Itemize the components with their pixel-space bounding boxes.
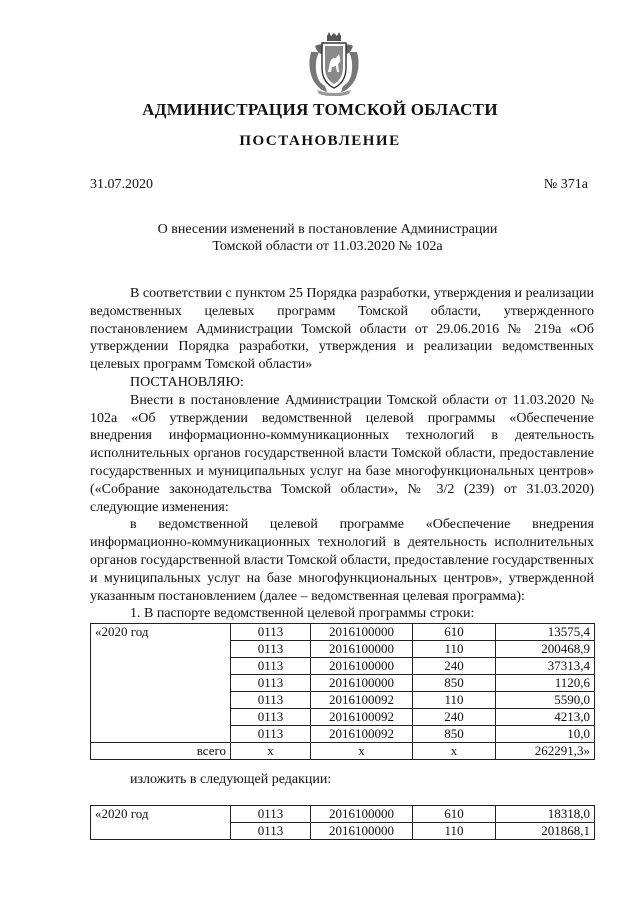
body-text-continued	[90, 771, 594, 789]
coat-of-arms-icon	[305, 32, 363, 96]
document-type: ПОСТАНОВЛЕНИЕ	[239, 133, 401, 149]
organization-title: АДМИНИСТРАЦИЯ ТОМСКОЙ ОБЛАСТИ	[142, 100, 498, 119]
table-row: 0113 2016100000 110 200468,9	[91, 641, 595, 658]
table-row: 0113 2016100092 240 4213,0	[91, 709, 595, 726]
document-subject	[150, 221, 505, 255]
year-cell: «2020 год	[91, 624, 231, 743]
total-value: 262291,3»	[496, 743, 595, 760]
paragraph-amend: Внести в постановление Администрации Томской области от 11.03.2020 № 102а «Об утверждении ведомственной целевой программы «Обеспечение внедрения информационно-коммуникационных технологий в деятельность исполнительных органов государственной власти Томской области, предоставление государственных и муниципальных услуг на базе многофункциональных центров» («Собрание законодательства Томской области», № 3/2 (239) от 31.03.2020) следующие изменения:	[90, 392, 594, 515]
year-cell: «2020 год	[91, 806, 231, 840]
subject-line-1: О внесении изменений в постановление Администрации	[157, 222, 498, 237]
paragraph-item-1: 1. В паспорте ведомственной целевой программы строки:	[130, 606, 475, 622]
table-row: 0113 2016100000 850 1120,6	[91, 675, 595, 692]
table-row: 0113 2016100092 850 10,0	[91, 726, 595, 743]
document-date: 31.07.2020	[90, 177, 153, 192]
table-row: 0113 2016100092 110 5590,0	[91, 692, 595, 709]
paragraph-new-wording: изложить в следующей редакции:	[130, 772, 332, 787]
table-row: 0113 2016100000 110 201868,1	[91, 823, 595, 840]
old-values-table	[90, 623, 595, 760]
paragraph-resolve: ПОСТАНОВЛЯЮ:	[130, 374, 244, 390]
document-number: № 371а	[543, 177, 588, 192]
table-row: «2020 год 0113 2016100000 610 13575,4	[91, 624, 595, 641]
subject-line-2: Томской области от 11.03.2020 № 102а	[212, 239, 443, 254]
total-label: всего	[91, 743, 231, 760]
paragraph-basis: В соответствии с пунктом 25 Порядка разработки, утверждения и реализации ведомственных целевых программ Томской области, утвержденного постановлением Администрации Томской области от 29.06.2016 № 219а «Об утверждении Порядка разработки, утверждения и реализации ведомственных целевых программ Томской области»	[90, 286, 594, 373]
table-row: «2020 год 0113 2016100000 610 18318,0	[91, 806, 595, 823]
body-text	[90, 285, 594, 623]
total-row: всего х х х 262291,3»	[91, 743, 595, 760]
new-values-table	[90, 805, 595, 840]
paragraph-program: в ведомственной целевой программе «Обеспечение внедрения информационно-коммуникационных технологий в деятельность исполнительных органов государственной власти Томской области, предоставление государственных и муниципальных услуг на базе многофункциональных центров», утвержденной указанным постановлением (далее – ведомственная целевая программа):	[90, 517, 594, 604]
table-row: 0113 2016100000 240 37313,4	[91, 658, 595, 675]
